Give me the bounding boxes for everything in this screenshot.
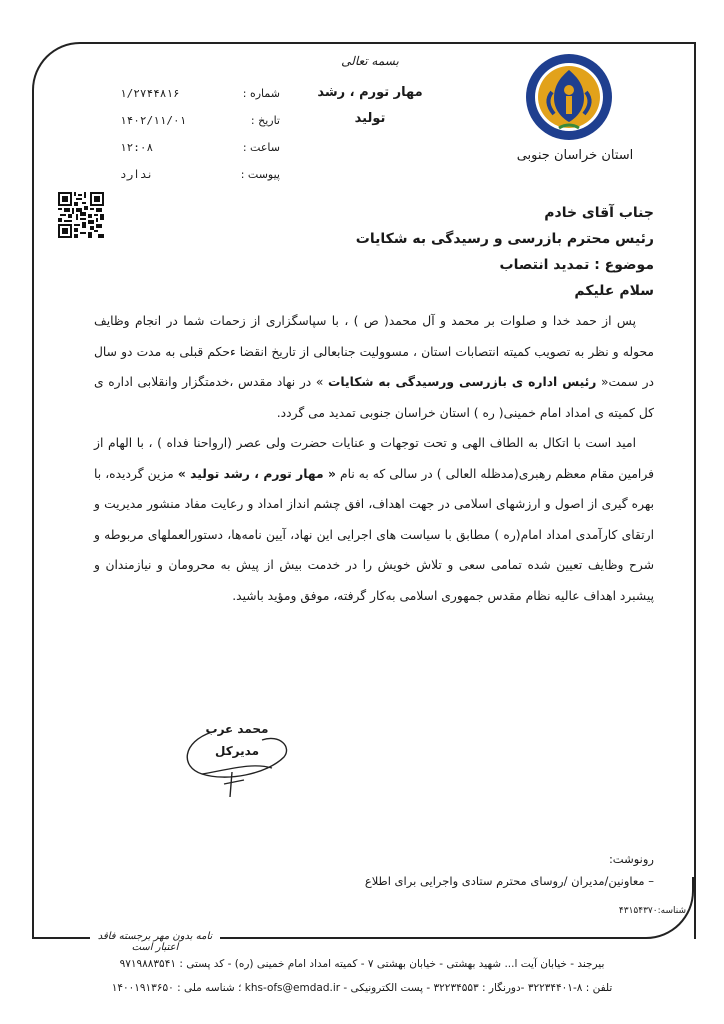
meta-value: ۱/۲۷۴۴۸۱۶ [120,87,180,100]
paragraph-text: » در نهاد مقدس ،خدمتگزار وانقلابی اداره ی کل کمیته ی امداد امام خمینی( ره ) استان خراسان جنوبی تمدید می گردد. [94,375,654,420]
letter-meta [120,80,280,188]
slogan-line: تولید [354,111,386,126]
paragraph-appointment [94,306,654,428]
province-name: استان خراسان جنوبی [516,148,634,163]
letter-paragraphs [94,306,654,611]
meta-attachment [120,161,280,188]
footer-address: بیرجند - خیابان آیت ا... شهید بهشتی - خیابان بهشتی ۷ - کمیته امداد امام خمینی (ره) - کد پستی : ۹۷۱۹۸۸۳۵۴۱ [119,958,605,970]
carbon-copy [234,848,654,892]
meta-label: ساعت : [242,141,280,154]
paragraph-text: پس از حمد خدا و صلوات بر محمد و آل محمد( ص ) ، با سپاسگزاری از زحمات شما در انجام وظایف محوله و نظر به تصویب کمیته انتصابات استان ، مسوولیت جنابعالی از تاریخ انقضا ءحکم قبلی به مدت دو سال در سمت« [94,314,654,389]
recipient-title: رئیس محترم بازرسی و رسیدگی به شکایات [355,231,654,247]
paragraph-text: امید است با اتکال به الطاف الهی و تحت توجهات و عنایات حضرت ولی عصر (ارواحنا فداه ) ، با الهام از فرامین مقام معظم رهبری(مدظله العالی ) در سالی که به نام [94,436,655,481]
year-slogan-inline: « مهار تورم ، رشد تولید » [177,466,336,481]
cc-recipients: – معاونین/مدیران /روسای محترم ستادی واجرایی برای اطلاع [364,874,654,888]
cc-label: رونوشت: [608,852,654,866]
signatory [192,718,282,762]
meta-label: پیوست : [240,168,280,181]
position-title: رئیس اداره ی بازرسی ورسیدگی به شکایات [328,375,597,389]
slogan-line: مهار تورم ، رشد [317,85,423,100]
validity-note: نامه بدون مهر برجسته فاقد اعتبار است [90,931,220,953]
meta-label: تاریخ : [250,114,280,127]
meta-number [120,80,280,107]
recipient-name: جناب آقای خادم [544,205,654,221]
meta-value: ۱۴۰۲/۱۱/۰۱ [120,114,187,127]
paragraph-wishes [94,428,654,611]
document-id: شناسه:۴۳۱۵۴۳۷۰ [618,906,686,916]
year-slogan [300,80,440,132]
meta-date [120,107,280,134]
meta-value: ۱۲:۰۸ [120,141,154,154]
signatory-name: محمد عرب [205,722,269,736]
signatory-title: مدیرکل [214,744,260,758]
paragraph-text: مزین گردیده، با بهره گیری از اصول و ارزشهای اسلامی در جهت اهداف، افق چشم انداز امداد و رعایت مفاد منشور مدیریت و ارتقای کارآمدی امداد امام(ره ) مطابق با سیاست های اجرایی این نهاد، آیین نامه‌ها، دستورالعملهای مربوطه و شرح وظایف تعیین شده تمامی سعی و تلاش خویش را در خدمت بیش از پیش به محرومان و نیازمندان و پیشبرد اهداف عالیه نظام مقدس جمهوری اسلامی به‌کار گرفته، موفق ومؤید باشید. [94,466,654,603]
letter-subject: موضوع : تمدید انتصاب [499,257,654,273]
letter-greeting: سلام علیکم [574,283,654,299]
letter-body [94,200,654,611]
bismillah-header: بسمه تعالی [341,54,399,68]
meta-value: ندارد [120,168,154,181]
emdad-logo [524,52,614,142]
meta-time [120,134,280,161]
meta-label: شماره : [242,87,280,100]
footer-contact: تلفن : ۸-۳۲۲۳۴۴۰۱ -دورنگار : ۳۲۲۳۴۵۵۳ - پست الکترونیکی - khs-ofs@emdad.ir ؛ شناسه ملی : ۱۴۰۰۱۹۱۳۶۵۰ [111,982,613,994]
